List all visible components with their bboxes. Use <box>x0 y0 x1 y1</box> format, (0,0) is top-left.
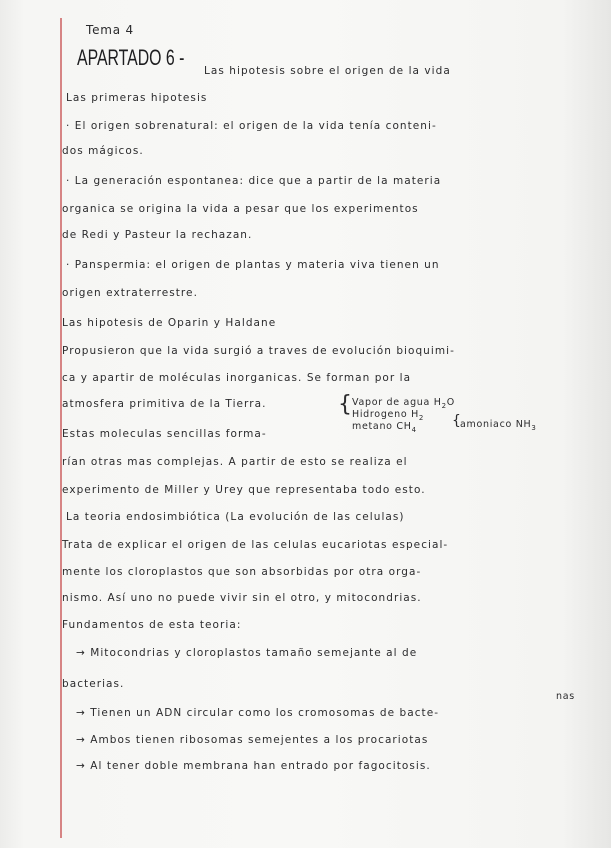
brace-gases: { <box>338 392 352 417</box>
subheading-line: Las hipotesis de Oparin y Haldane <box>62 317 277 329</box>
text-line: dos mágicos. <box>62 145 144 157</box>
text-line: atmosfera primitiva de la Tierra. <box>62 398 267 410</box>
text-line: nismo. Así uno no puede vivir sin el otro, y mitocondrias. <box>62 592 422 604</box>
text-line: experimento de Miller y Urey que representaba todo esto. <box>62 484 426 496</box>
text-line: Estas moleculas sencillas forma- <box>62 428 267 440</box>
text-line: mente los cloroplastos que son absorbidas por otra orga- <box>62 566 422 578</box>
text-line: rían otras mas complejas. A partir de esto se realiza el <box>62 456 408 468</box>
text-line: bacterias. <box>62 678 125 690</box>
text-line: · Panspermia: el origen de plantas y materia viva tienen un <box>66 259 440 271</box>
brace-ammonia: { <box>452 413 461 429</box>
text-line: · El origen sobrenatural: el origen de la vida tenía conteni- <box>66 120 437 132</box>
text-line: organica se origina la vida a pesar que los experimentos <box>62 203 419 215</box>
margin-note: nas <box>556 691 575 702</box>
text-line: → Mitocondrias y cloroplastos tamaño semejante al de <box>76 647 418 659</box>
gas-item-methane: metano $CH_4$ <box>352 421 417 434</box>
text-line: Fundamentos de esta teoria: <box>62 619 242 631</box>
gas-item-hydrogen: Hidrogeno $H_2$ <box>352 409 425 422</box>
apartado-heading: APARTADO 6 - <box>77 45 185 70</box>
text-line: Propusieron que la vida surgió a traves de evolución bioquimi- <box>62 345 455 357</box>
gas-item-ammonia: amoniaco $NH_3$ <box>460 419 537 432</box>
text-line: origen extraterrestre. <box>62 287 198 299</box>
text-line: → Al tener doble membrana han entrado por fagocitosis. <box>76 760 431 772</box>
text-line: · La generación espontanea: dice que a partir de la materia <box>66 175 442 187</box>
text-line: Trata de explicar el origen de las celulas eucariotas especial- <box>62 539 449 551</box>
gas-item-water: Vapor de agua $H_2O$ <box>352 397 455 410</box>
text-line: ca y apartir de moléculas inorganicas. Se forman por la <box>62 372 412 384</box>
subheading-line: La teoria endosimbiótica (La evolución de las celulas) <box>66 511 405 523</box>
text-line: de Redi y Pasteur la rechazan. <box>62 229 253 241</box>
text-line: Las primeras hipotesis <box>66 92 208 104</box>
text-line: → Ambos tienen ribosomas semejentes a los procariotas <box>76 734 429 746</box>
tema-label: Tema 4 <box>86 23 134 37</box>
text-line: → Tienen un ADN circular como los cromosomas de bacte- <box>76 707 440 719</box>
section-title: Las hipotesis sobre el origen de la vida <box>204 65 451 77</box>
